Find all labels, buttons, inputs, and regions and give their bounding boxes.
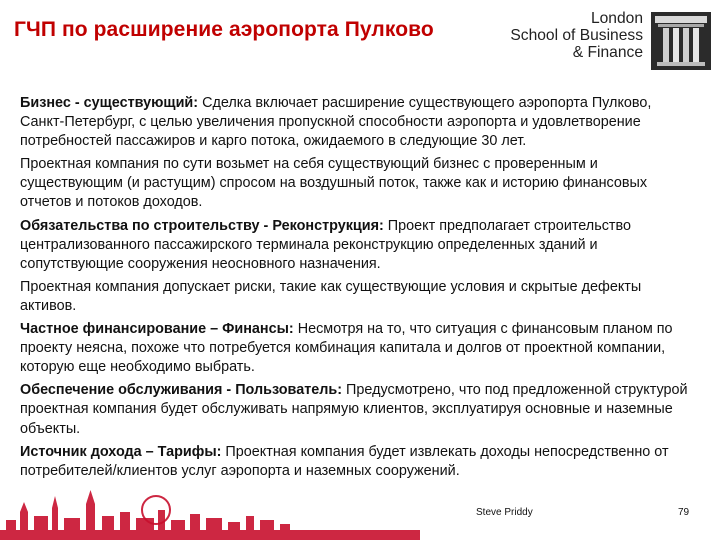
paragraph-construction — [20, 217, 688, 274]
paragraph-text: Сделка включает расширение существующего аэропорта Пулково, Санкт-Петербург, с целью увеличения пропускной способности аэропорта и удовлетворение потребностей пассажиров и карго потока, ожидаемого в следующие 30 лет. — [20, 95, 652, 150]
paragraph-text: Предусмотрено, что под предложенной структурой проектная компания будет обслуживать напрямую клиентов, эксплуатируя основные и наземные объекты. — [20, 382, 688, 437]
page-number: 79 — [678, 507, 690, 518]
paragraph-business — [20, 94, 688, 151]
paragraph-label: Бизнес - существующий: — [20, 95, 199, 111]
paragraph-text: Проектная компания допускает риски, такие как существующие условия и скрытые дефекты активов. — [20, 278, 642, 314]
paragraph-financing — [20, 320, 688, 377]
paragraph-text: Проектная компания будет извлекать доходы непосредственно от потребителей/клиентов услуг аэропорта и наземных сооружений. — [20, 443, 669, 479]
slide-title: ГЧП по расширение аэропорта Пулково — [14, 18, 434, 41]
logo-text — [505, 10, 643, 61]
lsbf-logo — [505, 10, 713, 72]
paragraph-label: Обязательства по строительству - Реконструкция: — [20, 217, 384, 234]
slide-body — [20, 94, 688, 485]
paragraph-risks — [20, 278, 688, 316]
logo-line-1: London — [590, 10, 643, 27]
paragraph-text: Проект предполагает строительство централизованного пассажирского терминала реконструкцию определенных зданий и сопутствующие сооружения неосновного назначения. — [20, 217, 631, 272]
paragraph-label: Частное финансирование – Финансы: — [20, 321, 294, 338]
london-skyline-icon — [0, 482, 420, 540]
paragraph-label: Обеспечение обслуживания - Пользователь: — [20, 382, 343, 399]
paragraph-text: Несмотря на то, что ситуация с финансовым планом по проекту неясна, похоже что потребуется комбинация капитала и долгов от проектной компании, которую еще необходимо выбрать. — [20, 321, 673, 376]
paragraph-text: Проектная компания по сути возьмет на себя существующий бизнес с проверенным и существующим (и растущим) спросом на воздушный поток, также как и историю финансовых отчетов и потоков доходов. — [20, 156, 648, 211]
paragraph-existing-business — [20, 155, 688, 212]
paragraph-label: Источник дохода – Тарифы: — [20, 443, 222, 460]
logo-line-2: School of Business — [510, 27, 643, 44]
paragraph-revenue — [20, 443, 688, 481]
lsbf-column-logo-icon — [651, 12, 711, 70]
footer-author: Steve Priddy — [476, 507, 533, 518]
paragraph-service — [20, 381, 688, 438]
logo-line-3: & Finance — [572, 44, 643, 61]
